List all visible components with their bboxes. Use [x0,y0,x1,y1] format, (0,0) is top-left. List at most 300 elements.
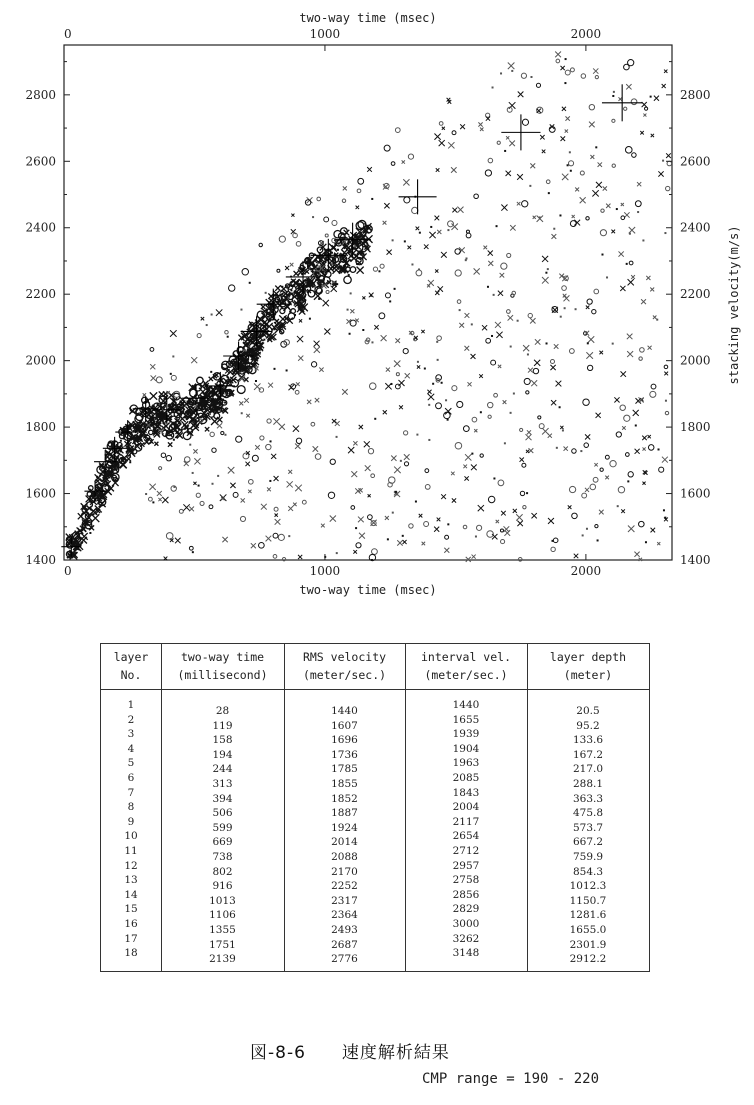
scatter-point [273,533,278,538]
scatter-point [530,76,532,78]
scatter-point [392,512,394,514]
scatter-point [480,127,483,130]
scatter-point [656,319,658,321]
scatter-point [210,432,214,436]
scatter-point [556,59,560,63]
scatter-point [529,185,531,187]
cell-two-way-time: 916 [212,880,233,893]
scatter-point [106,451,108,453]
cell-rms-velocity: 2252 [331,880,358,893]
scatter-point [359,425,363,429]
scatter-point [597,539,599,541]
scatter-point [357,267,364,274]
cell-interval-vel: 1843 [452,786,480,799]
velocity-analysis-table [100,643,650,972]
cell-layer-no: 12 [124,859,138,872]
scatter-point [667,161,672,166]
scatter-point [335,421,340,426]
scatter-point [445,399,447,401]
scatter-point [466,233,471,238]
scatter-point [548,518,554,524]
scatter-point [419,514,423,518]
scatter-point [620,286,625,291]
scatter-point [156,377,162,383]
scatter-point [565,70,570,75]
scatter-point [237,386,245,394]
scatter-point [592,309,596,313]
scatter-point [266,444,271,449]
scatter-point [612,95,614,97]
scatter-point [145,493,147,495]
scatter-point [330,459,335,464]
scatter-point [275,519,281,525]
scatter-point [378,270,380,272]
scatter-point [263,339,265,341]
scatter-point [465,454,471,460]
scatter-point [403,540,407,544]
scatter-point [315,454,321,460]
scatter-point [353,550,357,554]
scatter-point [601,254,603,256]
scatter-point [664,365,668,369]
cell-layer-depth: 1012.3 [569,880,607,893]
scatter-point [533,368,538,373]
scatter-point [586,217,589,220]
scatter-point [228,393,230,395]
scatter-point [565,129,568,132]
scatter-point [529,448,534,453]
scatter-point [424,244,428,248]
scatter-point [183,504,189,510]
scatter-point [189,546,193,550]
scatter-point [639,521,645,527]
scatter-point [600,230,606,236]
scatter-point [640,131,643,134]
scatter-point [463,525,467,529]
scatter-point [575,308,577,310]
scatter-point [593,68,598,73]
scatter-point [445,408,451,414]
scatter-point [359,533,365,539]
scatter-point [437,230,441,234]
scatter-point [569,349,574,354]
scatter-point [491,360,496,365]
scatter-point [435,216,440,221]
cell-two-way-time: 394 [212,792,233,805]
cell-layer-depth: 2912.2 [569,953,607,966]
scatter-point [474,268,480,274]
scatter-point [651,528,656,533]
cell-layer-no: 15 [124,903,138,916]
scatter-point [221,431,224,434]
cell-layer-no: 7 [127,786,135,799]
scatter-point [497,141,500,144]
cell-two-way-time: 313 [212,778,233,790]
scatter-point [394,360,400,366]
scatter-point [197,377,203,383]
cell-layer-no: 4 [127,742,135,755]
scatter-point [457,300,461,304]
scatter-point [551,400,556,405]
scatter-point [559,406,561,408]
cell-layer-depth: 1150.7 [569,894,607,907]
scatter-point [411,263,413,265]
scatter-point [224,434,226,436]
scatter-point [387,538,389,540]
scatter-point [584,443,589,448]
scatter-point [650,391,656,397]
scatter-point [415,501,417,503]
scatter-point [240,309,242,311]
scatter-point [559,214,561,216]
scatter-point [482,325,487,330]
scatter-point [501,205,507,211]
scatter-point [528,313,532,317]
scatter-point [404,454,410,460]
scatter-point [309,318,311,320]
scatter-point [643,447,646,450]
scatter-point [270,440,272,442]
figure-caption: 図-8-6 速度解析結果 [250,1043,450,1063]
scatter-point [554,344,559,349]
scatter-point [595,75,598,78]
cell-two-way-time: 28 [215,705,230,717]
scatter-point [197,334,201,338]
plot-frame [64,45,672,560]
cell-interval-vel: 1440 [452,699,480,711]
scatter-point [269,480,271,482]
scatter-point [288,470,292,474]
scatter-point [209,505,213,509]
scatter-point [159,467,162,470]
scatter-point [562,174,568,180]
cell-rms-velocity: 1696 [331,734,358,747]
scatter-point [229,285,235,291]
cell-rms-velocity: 2776 [331,953,358,966]
scatter-point [560,316,562,318]
cell-two-way-time: 599 [212,821,233,834]
scatter-point [149,430,153,434]
scatter-point [510,412,512,414]
cell-layer-no: 13 [124,874,138,887]
scatter-point [416,434,418,436]
scatter-point [612,343,614,345]
scatter-point [620,405,625,410]
y-tick-label-right-4: 2200 [680,287,711,302]
scatter-point [526,450,529,453]
scatter-point [216,309,222,315]
scatter-point [594,289,599,294]
scatter-point [621,203,624,206]
scatter-point [417,361,419,363]
scatter-point [259,243,262,246]
scatter-point [572,513,578,519]
scatter-point [299,279,306,286]
scatter-point [447,229,449,231]
scatter-point [348,274,350,276]
scatter-point [444,548,449,553]
scatter-point [548,192,550,194]
cell-two-way-time: 1106 [209,909,236,922]
scatter-point [510,346,512,348]
scatter-point [184,457,190,463]
scatter-point [351,506,355,510]
scatter-point [447,419,449,421]
scatter-point [143,393,146,396]
cell-interval-vel: 3000 [452,918,480,930]
scatter-point [239,401,243,405]
y-tick-label-right-1: 1600 [680,486,711,501]
scatter-point [551,234,556,239]
scatter-point [189,444,191,446]
cell-layer-depth: 288.1 [572,778,604,790]
scatter-point [295,485,302,492]
scatter-point [585,434,590,439]
scatter-point [547,268,549,270]
cell-two-way-time: 1751 [209,938,236,951]
scatter-point [445,535,449,539]
scatter-point [248,490,251,493]
scatter-point [572,215,575,218]
scatter-point [251,543,256,548]
scatter-point [534,360,540,366]
scatter-point [628,472,633,477]
scatter-point [317,197,321,201]
scatter-point [528,368,533,373]
header-interval-vel: interval vel. (meter/sec.) [420,650,511,682]
scatter-point [537,215,543,221]
cell-rms-velocity: 1736 [331,748,358,761]
cell-rms-velocity: 1924 [331,821,358,834]
cell-layer-no: 11 [124,845,138,857]
scatter-point [508,315,513,320]
scatter-point [648,346,652,350]
x-tick-label-top-2: 2000 [570,27,602,41]
cell-interval-vel: 2758 [452,874,480,887]
scatter-point [570,170,572,172]
scatter-point [336,552,338,554]
cell-two-way-time: 194 [212,748,233,761]
scatter-point [581,74,586,79]
scatter-point [268,383,273,388]
cell-layer-no: 2 [127,713,135,726]
scatter-point [404,462,408,466]
scatter-point [510,225,515,230]
scatter-point [662,84,666,88]
scatter-point [172,355,174,357]
scatter-point [452,386,457,391]
scatter-point [500,72,502,74]
cell-layer-depth: 1655.0 [569,924,607,936]
scatter-point [488,402,493,407]
scatter-point [324,328,330,334]
cell-rms-velocity: 2014 [331,836,358,849]
scatter-point [504,150,506,152]
scatter-point [663,509,665,511]
scatter-point [513,393,515,395]
scatter-point [665,400,667,402]
scatter-point [501,511,506,516]
y-tick-label-right-0: 1400 [680,553,711,567]
scatter-point [507,310,511,314]
scatter-point [616,432,621,437]
scatter-point [129,461,131,463]
scatter-point [404,431,408,435]
scatter-point [281,290,283,292]
cell-interval-vel: 2117 [452,815,480,828]
scatter-point [332,220,337,225]
cell-two-way-time: 506 [212,807,233,820]
scatter-point [391,456,396,461]
scatter-point [628,279,634,285]
scatter-point [154,442,158,446]
scatter-point [537,109,541,113]
scatter-point [295,390,299,394]
scatter-point [594,463,597,466]
cell-two-way-time: 2139 [209,953,236,966]
cell-interval-vel: 1963 [452,757,480,770]
scatter-point [350,292,352,294]
scatter-point [459,323,464,328]
scatter-point [553,538,558,543]
scatter-point [245,462,249,466]
scatter-point [192,551,194,553]
scatter-point [120,440,122,442]
bottom-x-axis-label: two-way time (msec) [299,583,437,597]
header-layer-depth: layer depth (meter) [549,650,627,682]
scatter-point [419,232,421,234]
scatter-point [624,212,629,217]
scatter-point [533,216,536,219]
cell-layer-depth: 2301.9 [569,938,607,951]
cell-interval-vel: 1904 [452,742,480,755]
scatter-point [631,275,635,279]
scatter-point [664,70,667,73]
scatter-point [102,470,104,472]
cell-rms-velocity: 2088 [331,851,358,863]
scatter-point [642,102,647,107]
scatter-point [627,334,633,340]
scatter-point [569,161,574,166]
scatter-point [619,251,624,256]
scatter-point [635,201,641,207]
scatter-point [439,140,445,146]
x-tick-label-top-0: 0 [64,27,72,41]
scatter-point [488,251,493,256]
scatter-point [587,342,589,344]
scatter-point [227,336,229,338]
scatter-point [642,436,647,441]
scatter-point [565,116,569,120]
scatter-point [255,445,260,450]
scatter-point [243,453,249,459]
scatter-point [427,390,431,394]
cell-rms-velocity: 1855 [331,778,358,790]
cell-layer-depth: 363.3 [572,792,604,805]
scatter-point [580,197,586,203]
scatter-point [606,204,610,208]
scatter-point [531,513,536,518]
x-tick-label-bottom-0: 0 [64,564,72,578]
scatter-point [488,415,491,418]
scatter-point [278,534,284,540]
scatter-point [590,155,594,159]
scatter-point [467,382,471,386]
scatter-point [612,164,615,167]
scatter-point [569,486,575,492]
scatter-point [472,555,476,559]
scatter-point [520,491,524,495]
scatter-point [424,522,429,527]
scatter-point [641,299,646,304]
scatter-point [288,535,290,537]
scatter-point [291,384,296,389]
scatter-point [149,484,155,490]
scatter-point [517,320,519,322]
scatter-point [273,555,277,559]
scatter-point [233,492,238,497]
scatter-point [496,332,502,338]
scatter-point [530,318,535,323]
scatter-point [302,500,306,504]
velocity-pick-17 [501,114,540,150]
scatter-point [385,516,389,520]
scatter-point [522,201,528,207]
scatter-point [161,453,165,457]
scatter-point [337,249,339,251]
cell-layer-no: 5 [127,757,135,770]
scatter-point [325,234,328,237]
scatter-point [595,146,597,148]
scatter-point [395,128,400,133]
cell-interval-vel: 3262 [452,932,480,945]
scatter-point [614,397,619,402]
scatter-point [465,313,470,318]
scatter-point [226,380,228,382]
scatter-point [271,454,276,459]
scatter-point [501,263,507,269]
scatter-point [412,207,418,213]
scatter-point [517,521,522,526]
scatter-point [212,483,214,485]
scatter-point [281,286,283,288]
scatter-point [504,526,510,532]
scatter-point [279,424,285,430]
scatter-point [500,273,505,278]
cell-layer-depth: 475.8 [572,807,604,820]
scatter-point [353,441,357,445]
cell-interval-vel: 2654 [452,830,480,843]
scatter-point [402,160,405,163]
scatter-point [230,483,235,488]
scatter-point [311,422,315,426]
scatter-point [210,371,212,373]
scatter-point [463,426,469,432]
scatter-point [526,434,532,440]
scatter-point [404,197,410,203]
scatter-point [395,338,400,343]
scatter-point [96,476,98,478]
scatter-point [421,330,424,333]
cell-interval-vel: 2712 [452,845,480,857]
scatter-point [211,314,213,316]
scatter-point [193,482,196,485]
scatter-point [198,485,200,487]
scatter-point [595,524,598,527]
cell-layer-depth: 95.2 [576,719,600,732]
scatter-point [288,297,290,299]
cell-two-way-time: 1013 [209,894,236,907]
